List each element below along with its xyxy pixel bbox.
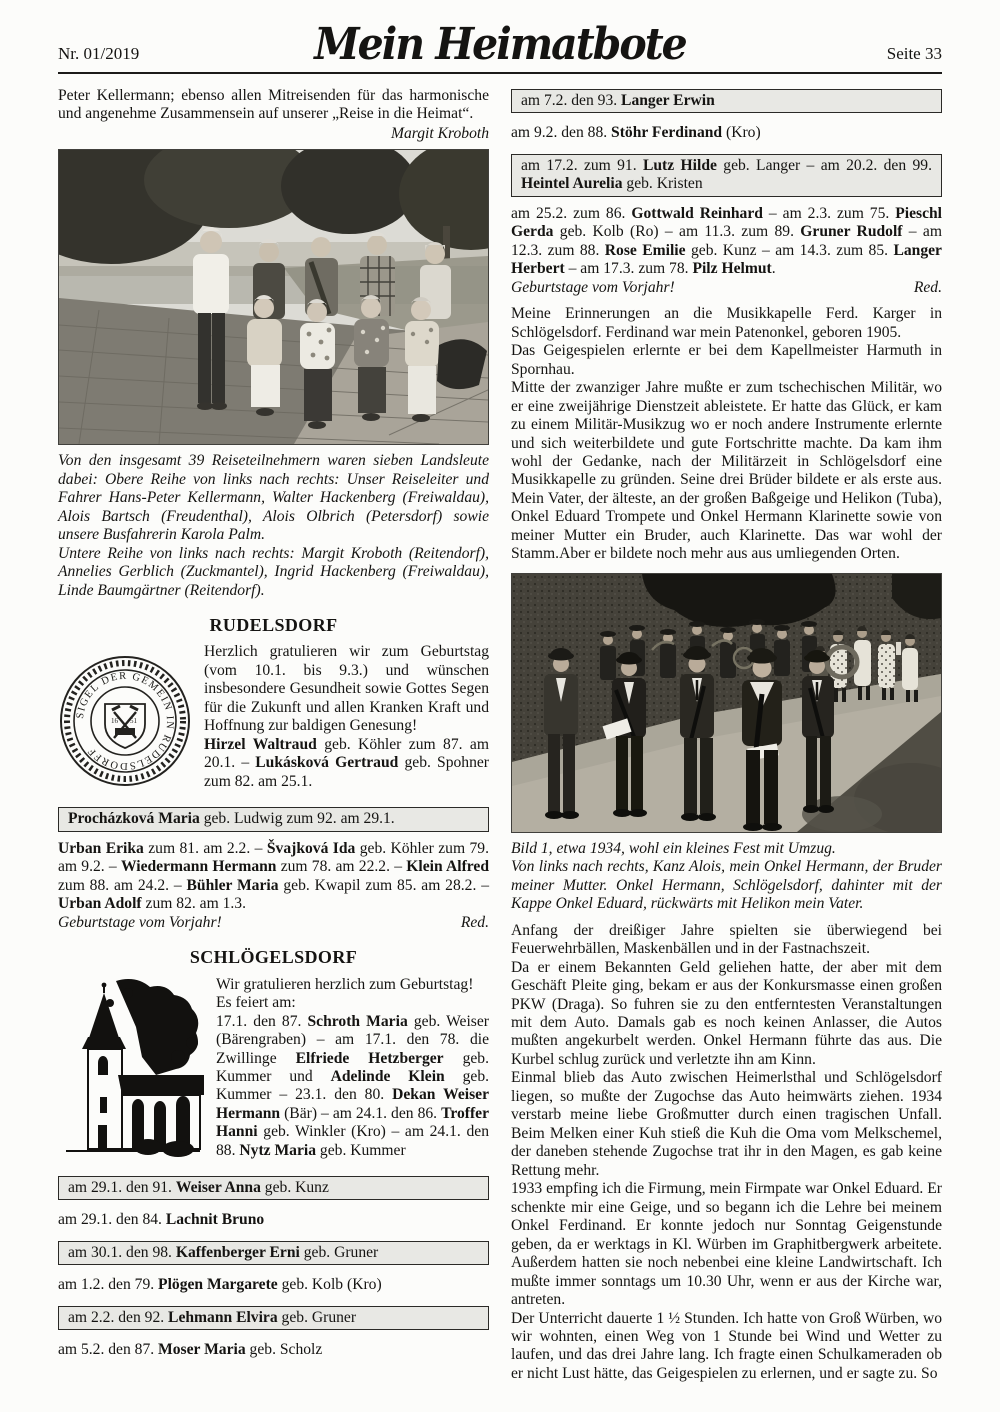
memoir-paragraph-6: Einmal blieb das Auto zwischen Heimerlsthal und Schlögelsdorf liegen, so mußte der Zugochse das Auto heimwärts ziehen. 1934 verstarb meine liebe Großmutter durch einen tragischen Unfall. Beim Melken einer Kuh stieß die Kuh die Oma vom Melkschemel, der daneben stehende Zugochse trat ihr in den Magen, es gab keine Rettung mehr. [511, 1069, 942, 1179]
birthday-row-boxed: am 17.2. zum 91. Lutz Hilde geb. Langer – am 20.2. den 99. Heintel Aurelia geb. Kristen [511, 154, 942, 197]
church-illustration-icon [58, 979, 204, 1165]
intro-signature: Margit Kroboth [390, 124, 489, 142]
travel-group-photo-graphic [59, 150, 488, 444]
masthead-title: Mein Heimatbote [314, 18, 686, 70]
birthday-row-plain: am 1.2. den 79. Plögen Margarete geb. Kolb (Kro) [58, 1276, 382, 1294]
birthday-list [58, 1176, 489, 1362]
vorjahr-line [58, 914, 489, 932]
travel-photo-caption-bottom: Untere Reihe von links nach rechts: Margit Kroboth (Reitendorf), Annelies Gerblich (Zuckmantel), Ingrid Hackenberg (Freiwaldau), Linde Baumgärtner (Reitendorf). [58, 544, 489, 599]
red-signature: Red. [913, 278, 942, 296]
red-signature: Red. [460, 913, 489, 931]
birthday-row-boxed: Procházková Maria geb. Ludwig zum 92. am 29.1. [58, 807, 489, 831]
schloegelsdorf-names: 17.1. den 87. Schroth Maria geb. Weiser (Bärengraben) – am 17.1. den 78. die Zwillinge Elfriede Hetzberger geb. Kummer und Adelinde Klein geb. Kummer – 23.1. den 80. Dekan Weiser Hermann (Bär) – am 24.1. den 86. Troffer Hanni geb. Winkler (Kro) – am 24.1. den 88. Nytz Maria geb. Kummer [216, 1012, 490, 1159]
page-number: Seite 33 [886, 44, 942, 63]
birthday-row-plain: am 9.2. den 88. Stöhr Ferdinand (Kro) [511, 124, 761, 142]
birthday-row-plain: am 5.2. den 87. Moser Maria geb. Scholz [58, 1340, 323, 1358]
memoir-paragraph-7: 1933 empfing ich die Firmung, mein Firmpate war Onkel Eduard. Er schenkte mir eine Geige, und so begann ich die Lehre bei meinem Onkel Ferdinand. Er konnte jedoch nur Sonntag Geigenstunde geben, da er werktags in Kl. Würben im Graphitbergwerk arbeitete. Außerdem hatten sie noch nebenbei eine kleine Landwirtschaft. Ich mußte immer sonntags um 10.30 Uhr, wenn er aus der Kirche war, antreten. [511, 1180, 942, 1309]
memoir-paragraph-1: Meine Erinnerungen an die Musikkapelle Ferd. Karger in Schlögelsdorf. Ferdinand war mein Patenonkel, geboren 1905. [511, 305, 942, 341]
memoir-paragraph-4: Anfang der dreißiger Jahre spielten sie überwiegend bei Feuerwehrbällen, Maskenbällen und in der Fastnachszeit. [511, 921, 942, 958]
page-header [58, 18, 942, 74]
section-heading-schloegelsdorf: SCHLÖGELSDORF [189, 947, 358, 968]
section-heading-rudelsdorf: RUDELSDORF [209, 615, 338, 636]
band-photo-graphic [512, 574, 941, 832]
birthday-row-boxed: am 29.1. den 91. Weiser Anna geb. Kunz [58, 1176, 489, 1200]
memoir-paragraph-2: Das Geigespielen erlernte er bei dem Kapellmeister Harmuth in Spornhau. [511, 342, 942, 378]
vorjahr-note: Geburtstage vom Vorjahr! [58, 913, 222, 931]
rudelsdorf-seal-icon [58, 646, 192, 796]
schloegelsdorf-section [58, 976, 489, 1168]
memoir-paragraph-5: Da er einem Bekannten Geld geliehen hatte, der aber mit dem Geschäft Pleite ging, bekam er aus der Konkursmasse einen großen PKW (Draga). So fuhren sie zu den entferntesten Veranstaltungen mit dem Auto. Damals gab es noch keinen Anlasser, die Autos mußten angekurbelt werden. Onkel Hermann führte das aus. Die Kurbel schlug zurück und verletzte ihn am Kinn. [511, 958, 942, 1068]
band-photo [511, 573, 942, 833]
band-photo-caption-title: Bild 1, etwa 1934, wohl ein kleines Fest mit Umzug. [511, 839, 836, 857]
issue-number: Nr. 01/2019 [58, 44, 140, 63]
birthdays-paragraph: am 25.2. zum 86. Gottwald Reinhard – am 2.3. zum 75. Pieschl Gerda geb. Kolb (Ro) – am 11.3. zum 89. Gruner Rudolf – am 12.3. zum 88. Rose Emilie geb. Kunz – am 14.3. zum 85. Langer Herbert – am 17.3. zum 78. Pilz Helmut. [511, 204, 943, 278]
left-column [58, 87, 489, 1383]
seal-year-right: 51 [130, 717, 137, 726]
rudelsdorf-names: Hirzel Waltraud geb. Köhler zum 87. am 20.1. – Lukásková Gertraud geb. Spohner zum 82. am 25.1. [204, 735, 490, 790]
seal-year-left: 16 [111, 717, 118, 726]
vorjahr-note: Geburtstage vom Vorjahr! [511, 278, 675, 296]
travel-photo-caption-top: Von den insgesamt 39 Reiseteilnehmern waren sieben Landsleute dabei: Obere Reihe von links nach rechts: Unser Reiseleiter und Fahrer Hans-Peter Kellermann, Walter Hackenberg (Freiwaldau), Alois Bartsch (Freudenthal), Alois Olbrich (Petersdorf) sowie unsere Busfahrerin Karola Palm. [58, 452, 489, 544]
schloegelsdorf-feiert: Es feiert am: [216, 994, 296, 1012]
memoir-paragraph-8: Der Unterricht dauerte 1 ½ Stunden. Ich hatte von Groß Würben, wo wir wohnten, einen Weg von 1 Stunde bei Wind und Wetter zu laufen, und das drei Jahre lang. Ich fragte einen Schulkameraden ob er nicht Lust hätte, das Geigespielen zu erlernen, und er sagte zu. So [511, 1309, 942, 1382]
birthday-row-boxed: am 7.2. den 93. Langer Erwin [511, 89, 942, 113]
birthday-row-boxed: am 30.1. den 98. Kaffenberger Erni geb. Gruner [58, 1241, 489, 1265]
rudelsdorf-greeting: Herzlich gratulieren wir zum Geburtstag (vom 10.1. bis 9.3.) und wünschen insbesondere Gesundheit sowie Gottes Segen für die Zukunft und allen Kranken Kraft und Hoffnung zur baldigen Genesung! [204, 643, 489, 735]
birthday-row-plain: am 29.1. den 84. Lachnit Bruno [58, 1211, 265, 1229]
vorjahr-line [511, 279, 942, 297]
travel-group-photo [58, 149, 489, 445]
intro-paragraph: Peter Kellermann; ebenso allen Mitreisenden für das harmonische und angenehme Zusammensein auf unserer „Reise in die Heimat“. [58, 87, 489, 123]
rudelsdorf-more-names: Urban Erika zum 81. am 2.2. – Švajková Ida geb. Köhler zum 79. am 9.2. – Wiedermann Hermann zum 78. am 22.2. – Klein Alfred zum 88. am 24.2. – Bühler Maria geb. Kwapil zum 85. am 28.2. – Urban Adolf zum 82. am 1.3. [58, 839, 490, 913]
right-column [511, 87, 942, 1383]
schloegelsdorf-greeting: Wir gratulieren herzlich zum Geburtstag! [216, 975, 474, 993]
seal-ring-text: SIGEL DER GEMEIN IN RUDELSDORFF [74, 671, 176, 772]
rudelsdorf-section [58, 643, 489, 799]
memoir-paragraph-3: Mitte der zwanziger Jahre mußte er zum tschechischen Militär, wo er eine zweijährige Dienstzeit ableistete. Er hatte das Glück, er kam zu einem Militär-Musikzug wo er noch andere Instrumente erlernte und sich weiterbildete und gute Fortschritte machte. Da kam ihm wohl der Gedanke, nach der Militärzeit in Schlögelsdorf eine Musikkapelle zu gründen. Seine drei Brüder bildete er als erste aus. Mein Vater, der älteste, an der großen Baßgeige und Helikon (Tuba), Onkel Eduard Trompete und Onkel Hermann Klarinette sowie von meiner Mutter ein Bruder, auch Klarinette. Das war wohl der Stamm.Aber er bildete noch mehr aus aus umliegenden Orten. [511, 379, 942, 563]
band-photo-caption-names: Von links nach rechts, Kanz Alois, mein Onkel Hermann, der Bruder meiner Mutter. Onkel Hermann, Schlögelsdorf, dahinter mit der Kappe Onkel Eduard, rückwärts mit Helikon mein Vater. [511, 858, 942, 913]
birthday-row-boxed: am 2.2. den 92. Lehmann Elvira geb. Gruner [58, 1306, 489, 1330]
